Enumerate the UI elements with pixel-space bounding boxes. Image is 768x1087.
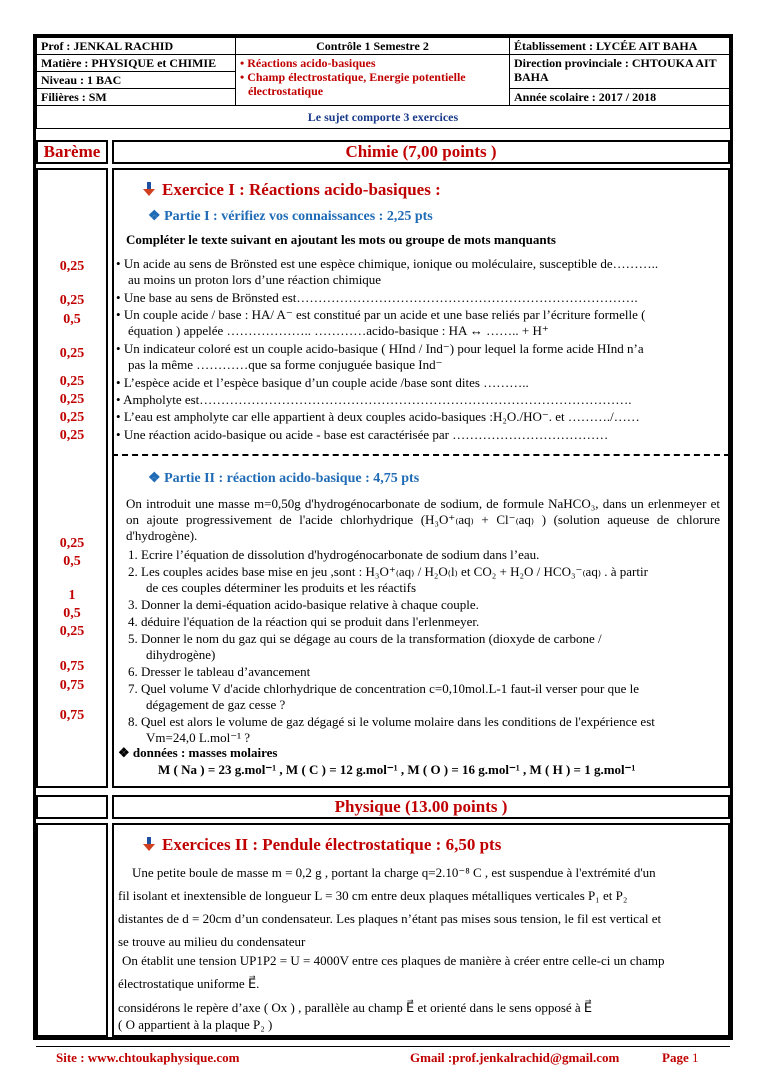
footer-gmail[interactable]: Gmail :prof.jenkalrachid@gmail.com (410, 1050, 620, 1065)
fill-line-3: • Un couple acide / base : HA/ A⁻ est constitué par un acide et une base reliés par l’écriture formelle ( (116, 307, 728, 323)
header-table (36, 37, 730, 129)
question-7b: dégagement de gaz cesse ? (146, 697, 286, 712)
exercise-2-title: Exercices II : Pendule électrostatique : 6,50 pts (142, 835, 501, 855)
physique-text: se trouve au milieu du condensateur (118, 934, 306, 949)
section-separator (112, 454, 730, 456)
part-1-title: ❖ Partie I : vérifiez vos connaissances : 2,25 pts (148, 208, 433, 225)
question-7: 7. Quel volume V d'acide chlorhydrique de concentration c=0,10mol.L-1 faut-il verser pour que le (128, 681, 639, 696)
bareme-label: Barème (43, 142, 101, 161)
part-2-intro: On introduit une masse m=0,50g d'hydrogénocarbonate de sodium, de formule NaHCO₃, dans un erlenmeyer et on ajoute progressivement de l'acide chlorhydrique (H₃O⁺₍aq₎ + Cl⁻₍aq₎ ) (solution aqueuse de chlorure d'hydrogène). (126, 496, 720, 543)
points: 0,25 (59, 259, 85, 274)
physique-text: distantes de d = 20cm d’un condensateur. Les plaques n’étant pas mises sous tension, le fil est vertical et (118, 911, 662, 926)
question-1: 1. Ecrire l’équation de dissolution d'hydrogénocarbonate de sodium dans l’eau. (128, 547, 540, 562)
exercise-1-title: Exercice I : Réactions acido-basiques : (142, 180, 441, 200)
footer-rule (36, 1046, 730, 1047)
physique-text: Une petite boule de masse m = 0,2 g , portant la charge q=2.10⁻⁸ C , est suspendue à l'extrémité d'un (132, 865, 656, 880)
filieres: Filières : SM (37, 89, 236, 106)
points: 0,5 (63, 606, 81, 621)
controle-label: Contrôle 1 Semestre 2 (236, 38, 510, 55)
fill-line-3b: équation ) appelée ……………….. …………acido-basique : HA ↔ …….. + H⁺ (128, 323, 549, 338)
physique-title-cell (112, 795, 730, 819)
points: 0,25 (59, 374, 85, 389)
question-2b: de ces couples déterminer les produits et les réactifs (146, 580, 417, 595)
fill-line-4: • Un indicateur coloré est un couple acido-basique ( HInd / Ind⁻) pour lequel la forme acide HInd n’a (116, 341, 728, 357)
points: 0,75 (59, 708, 85, 723)
chimie-title: Chimie (7,00 points ) (345, 142, 497, 161)
points: 1 (68, 588, 76, 603)
donnees-label: ❖ données : masses molaires (118, 745, 278, 760)
topic-2: • Champ électrostatique, Energie potentielle électrostatique (240, 70, 466, 98)
question-4: 4. déduire l'équation de la réaction qui se produit dans l'erlenmeyer. (128, 614, 480, 629)
points: 0,25 (59, 536, 85, 551)
points: 0,5 (63, 312, 81, 327)
fill-line-8: • Une réaction acido-basique ou acide - base est caractérisée par ……………………………… (116, 427, 728, 443)
down-arrow-icon (142, 837, 156, 851)
annee: Année scolaire : 2017 / 2018 (510, 89, 730, 106)
direction: Direction provinciale : CHTOUKA AIT BAHA (510, 55, 730, 89)
prof-name: Prof : JENKAL RACHID (37, 38, 236, 55)
footer-site[interactable]: Site : www.chtoukaphysique.com (56, 1050, 240, 1065)
physique-text: fil isolant et inextensible de longueur L = 30 cm entre deux plaques métalliques verticales P₁ et P₂ (118, 888, 628, 903)
points: 0,25 (59, 410, 85, 425)
topics-cell (236, 55, 510, 106)
topic-1: • Réactions acido-basiques (240, 56, 376, 70)
question-5: 5. Donner le nom du gaz qui se dégage au cours de la transformation (dioxyde de carbone / (128, 631, 602, 646)
question-3: 3. Donner la demi-équation acido-basique relative à chaque couple. (128, 597, 479, 612)
points: 0,25 (59, 293, 85, 308)
footer-page: Page 1 (662, 1050, 699, 1065)
part-2-title: ❖ Partie II : réaction acido-basique : 4,75 pts (148, 470, 419, 487)
points: 0,75 (59, 659, 85, 674)
points: 0,25 (59, 624, 85, 639)
fill-line-4b: pas la même …………que sa forme conjuguée basique Ind⁻ (128, 357, 443, 372)
bareme-column-2 (36, 823, 108, 1037)
physique-text: électrostatique uniforme E⃗. (118, 976, 260, 991)
instruction: Compléter le texte suivant en ajoutant les mots ou groupe de mots manquants (126, 232, 556, 247)
fill-line-5: • L’espèce acide et l’espèce basique d’un couple acide /base sont dites ……….. (116, 375, 728, 391)
physique-text: considérons le repère d’axe ( Ox ) , parallèle au champ E⃗ et orienté dans le sens opposé à E⃗ (118, 1000, 593, 1015)
matiere: Matière : PHYSIQUE et CHIMIE (37, 55, 236, 72)
bareme-cell (36, 140, 108, 164)
chimie-title-cell (112, 140, 730, 164)
donnees-values: M ( Na ) = 23 g.mol⁻¹ , M ( C ) = 12 g.mol⁻¹ , M ( O ) = 16 g.mol⁻¹ , M ( H ) = 1 g.mol⁻¹ (158, 762, 636, 777)
down-arrow-icon (142, 182, 156, 196)
fill-line-6: • Ampholyte est………………………………………………………………………………………. (116, 392, 728, 408)
question-2: 2. Les couples acides base mise en jeu ,sont : H₃O⁺₍aq₎ / H₂O₍l₎ et CO₂ + H₂O / HCO₃⁻₍aq₎ . à partir (128, 564, 648, 579)
fill-line-7: • L’eau est ampholyte car elle appartient à deux couples acido-basiques :H₂O./HO⁻. et ………./…… (116, 409, 728, 425)
fill-line-2: • Une base au sens de Brönsted est……………………………………………………………………. (116, 290, 728, 306)
points: 0,25 (59, 392, 85, 407)
physique-text: ( O appartient à la plaque P₂ ) (118, 1017, 273, 1032)
points: 0,25 (59, 428, 85, 443)
etablissement: Établissement : LYCÉE AIT BAHA (510, 38, 730, 55)
sujet-info: Le sujet comporte 3 exercices (37, 106, 730, 129)
points: 0,25 (59, 346, 85, 361)
physique-title: Physique (13.00 points ) (334, 797, 508, 816)
question-8b: Vm=24,0 L.mol⁻¹ ? (146, 730, 251, 745)
question-5b: dihydrogène) (146, 647, 216, 662)
question-8: 8. Quel est alors le volume de gaz dégagé si le volume molaire dans les conditions de l'expérience est (128, 714, 655, 729)
points: 0,75 (59, 678, 85, 693)
niveau: Niveau : 1 BAC (37, 72, 236, 89)
points: 0,5 (63, 554, 81, 569)
physique-text: On établit une tension UP1P2 = U = 4000V entre ces plaques de manière à créer entre celle-ci un champ (122, 953, 665, 968)
question-6: 6. Dresser le tableau d’avancement (128, 664, 311, 679)
fill-line-1b: au moins un proton lors d’une réaction chimique (128, 272, 382, 287)
bareme-cell-2 (36, 795, 108, 819)
fill-line-1: • Un acide au sens de Brönsted est une espèce chimique, ionique ou moléculaire, susceptible de……….. (116, 256, 728, 272)
